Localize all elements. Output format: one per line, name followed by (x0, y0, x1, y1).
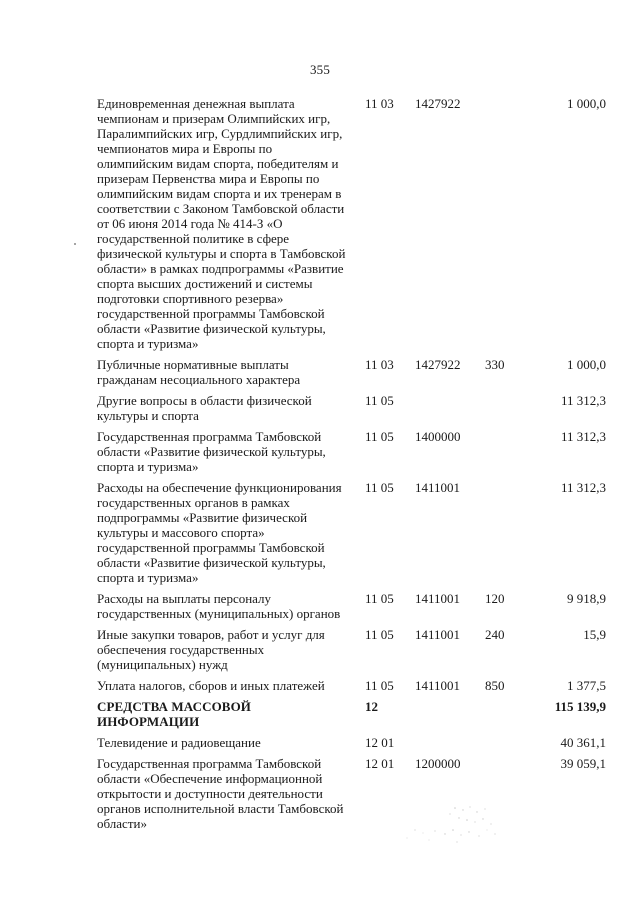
row-target-article (415, 393, 485, 423)
budget-table (97, 96, 606, 837)
row-expense-type (485, 429, 523, 474)
row-name: Публичные нормативные выплаты гражданам несоциального характера (97, 357, 301, 387)
row-name: Телевидение и радиовещание (97, 735, 261, 750)
row-amount: 15,9 (583, 627, 606, 642)
row-section-code: 12 (365, 699, 378, 714)
table-row (97, 429, 606, 474)
table-row (97, 735, 606, 750)
row-amount: 11 312,3 (560, 429, 606, 444)
row-section-code: 11 05 (365, 591, 394, 606)
row-name: Государственная программа Тамбовской области «Обеспечение информационной открытости и доступности деятельности органов исполнительной власти Тамбовской области» (97, 756, 344, 831)
row-name: Иные закупки товаров, работ и услуг для обеспечения государственных (муниципальных) нужд (97, 627, 325, 672)
table-row (97, 96, 606, 351)
row-target-article (415, 699, 485, 729)
row-amount: 115 139,9 (554, 699, 606, 714)
row-amount: 1 000,0 (567, 357, 606, 372)
faint-stamp-mark (395, 800, 515, 850)
table-row (97, 591, 606, 621)
row-section-code: 12 01 (365, 735, 395, 750)
table-row (97, 756, 606, 831)
row-expense-type (485, 699, 523, 729)
row-expense-type (485, 735, 523, 750)
row-target-article: 1427922 (415, 96, 461, 111)
row-amount: 11 312,3 (560, 480, 606, 495)
row-name: СРЕДСТВА МАССОВОЙ ИНФОРМАЦИИ (97, 699, 251, 729)
row-expense-type: 240 (485, 627, 505, 642)
table-row-section-heading (97, 699, 606, 729)
margin-speck (74, 243, 76, 245)
row-amount: 1 000,0 (567, 96, 606, 111)
row-target-article: 1427922 (415, 357, 461, 372)
row-expense-type (485, 96, 523, 351)
row-amount: 9 918,9 (567, 591, 606, 606)
table-row (97, 357, 606, 387)
row-target-article (415, 735, 485, 750)
row-amount: 1 377,5 (567, 678, 606, 693)
row-section-code: 11 05 (365, 678, 394, 693)
row-target-article: 1411001 (415, 678, 461, 693)
row-expense-type (485, 480, 523, 585)
row-section-code: 11 05 (365, 393, 394, 408)
row-expense-type (485, 393, 523, 423)
table-row (97, 393, 606, 423)
row-name: Уплата налогов, сборов и иных платежей (97, 678, 325, 693)
row-name: Расходы на выплаты персоналу государственных (муниципальных) органов (97, 591, 341, 621)
table-row (97, 678, 606, 693)
row-target-article: 1400000 (415, 429, 461, 444)
row-name: Расходы на обеспечение функционирования государственных органов в рамках подпрограммы «Развитие физической культуры и массового спорта» государственной программы Тамбовской области «Развитие физической культуры, спорта и туризма» (97, 480, 342, 585)
row-name: Другие вопросы в области физической культуры и спорта (97, 393, 312, 423)
row-name: Единовременная денежная выплата чемпионам и призерам Олимпийских игр, Паралимпийских игр, Сурдлимпийских игр, чемпионатов мира и Европы по олимпийским видам спорта, победителям и призерам Первенства мира и Европы по олимпийским видам спорта и их тренерам в соответствии с Законом Тамбовской области от 06 июня 2014 года № 414-З «О государственной политике в сфере физической культуры и спорта в Тамбовской области» в рамках подпрограммы «Развитие спорта высших достижений и системы подготовки спортивного резерва» государственной программы Тамбовской области «Развитие физической культуры, спорта и туризма» (97, 96, 346, 351)
row-section-code: 12 01 (365, 756, 395, 771)
row-section-code: 11 05 (365, 429, 394, 444)
table-row (97, 480, 606, 585)
row-expense-type: 330 (485, 357, 505, 372)
row-section-code: 11 05 (365, 480, 394, 495)
row-amount: 39 059,1 (560, 756, 606, 771)
row-amount: 40 361,1 (560, 735, 606, 750)
row-target-article: 1200000 (415, 756, 461, 771)
row-target-article: 1411001 (415, 591, 461, 606)
row-expense-type: 850 (485, 678, 505, 693)
row-section-code: 11 03 (365, 96, 394, 111)
row-amount: 11 312,3 (560, 393, 606, 408)
row-expense-type: 120 (485, 591, 505, 606)
table-row (97, 627, 606, 672)
row-section-code: 11 03 (365, 357, 394, 372)
row-target-article: 1411001 (415, 627, 461, 642)
row-name: Государственная программа Тамбовской области «Развитие физической культуры, спорта и туризма» (97, 429, 326, 474)
page-number: 355 (309, 62, 331, 77)
row-target-article: 1411001 (415, 480, 461, 495)
row-section-code: 11 05 (365, 627, 394, 642)
